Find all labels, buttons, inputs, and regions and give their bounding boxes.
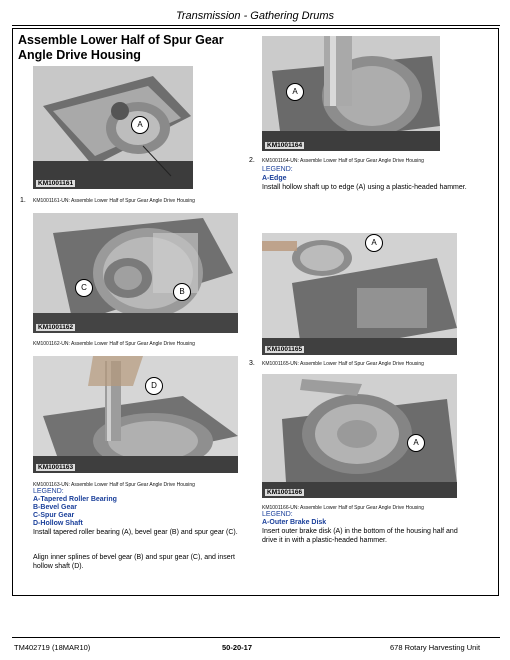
callout-A: A [365,234,383,252]
footer-product-name: 678 Rotary Harvesting Unit [390,643,481,652]
step-1-number: 1. [20,197,26,204]
footer-page-number: 50-20-17 [222,643,253,652]
legend-item-a: A-Tapered Roller Bearing [33,496,117,503]
caption-km1001166: KM1001166-UN: Assemble Lower Half of Spur Gear Angle Drive Housing [262,505,424,511]
photo-km1001162 [33,213,238,333]
footer-doc-id: TM402719 (18MAR10) [14,643,91,652]
photo-km1001164 [262,36,440,151]
page-header-title: Transmission - Gathering Drums [175,10,335,22]
caption-km1001164: KM1001164-UN: Assemble Lower Half of Spur Gear Angle Drive Housing [262,158,424,164]
photo-km1001166 [262,374,457,498]
figure-id: KM1001166 [267,489,303,496]
legend-title: LEGEND: [33,488,64,495]
photo-km1001163 [33,356,238,473]
callout-C: C [75,279,93,297]
caption-km1001161: KM1001161-UN: Assemble Lower Half of Spur Gear Angle Drive Housing [33,198,195,204]
callout-A: A [286,83,304,101]
legend-item-a: A-Outer Brake Disk [262,519,327,526]
figure-id: KM1001161 [38,180,74,187]
legend-item-b: B-Bevel Gear [33,504,77,511]
photo-km1001165 [262,233,457,355]
instruction-text: Install hollow shaft up to edge (A) using a plastic-headed hammer. [262,184,467,191]
legend-item-c: C-Spur Gear [33,512,75,519]
figure-id: KM1001163 [38,464,74,471]
photo-km1001161 [33,66,193,189]
caption-km1001163: KM1001163-UN: Assemble Lower Half of Spur Gear Angle Drive Housing [33,482,195,488]
figure-id: KM1001164 [267,142,303,149]
callout-A: A [131,116,149,134]
callout-A: A [407,434,425,452]
caption-km1001162: KM1001162-UN: Assemble Lower Half of Spur Gear Angle Drive Housing [33,341,195,347]
legend-item-a: A-Edge [262,175,287,182]
section-title: Assemble Lower Half of Spur Gear Angle Drive Housing [18,33,224,62]
step-3-number: 3. [249,360,255,367]
header-rule [12,25,500,26]
figure-id: KM1001165 [267,346,303,353]
footer-rule [12,637,500,638]
legend-title: LEGEND: [262,511,293,518]
step-2-number: 2. [249,157,255,164]
instruction-text: Insert outer brake disk (A) in the bottom of the housing half and drive it in with a plastic-headed hammer. [262,528,458,544]
instruction-text: Align inner splines of bevel gear (B) and spur gear (C), and insert hollow shaft (D). [33,554,235,570]
caption-km1001165: KM1001165-UN: Assemble Lower Half of Spur Gear Angle Drive Housing [262,361,424,367]
legend-item-d: D-Hollow Shaft [33,520,83,527]
callout-B: B [173,283,191,301]
figure-id: KM1001162 [38,324,74,331]
callout-D: D [145,377,163,395]
legend-title: LEGEND: [262,166,293,173]
instruction-text: Install tapered roller bearing (A), bevel gear (B) and spur gear (C). [33,529,238,536]
